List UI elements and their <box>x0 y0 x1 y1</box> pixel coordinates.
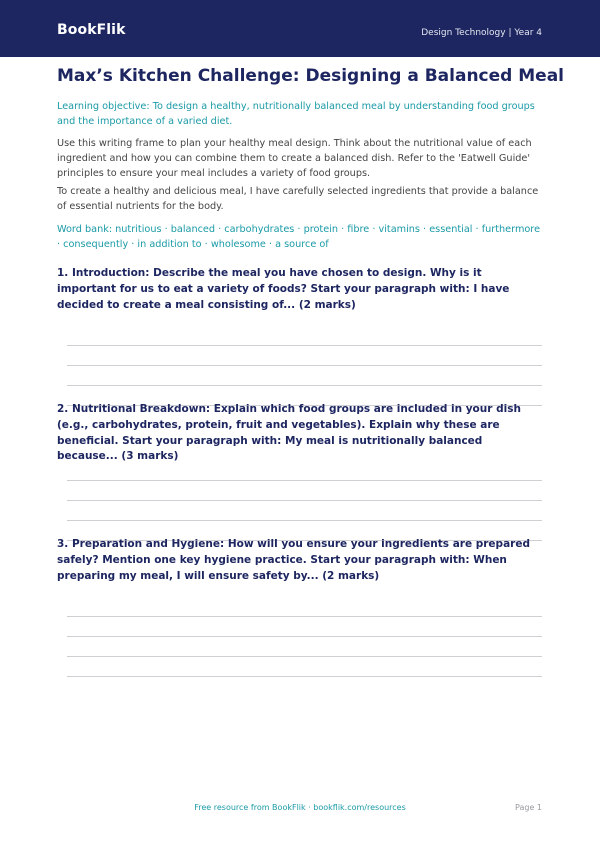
intro-paragraph: Use this writing frame to plan your healthy meal design. Think about the nutritional value of each ingredient and how you can combine them to create a balanced dish. Refer to the 'Eatwell Guide' principles to ensure your meal includes a variety of food groups. <box>57 138 532 179</box>
brand-logo[interactable]: BookFlik <box>57 22 126 38</box>
answer-line-q3-1[interactable] <box>67 616 542 617</box>
answer-line-q1-1[interactable] <box>67 345 542 346</box>
page-header <box>0 0 600 57</box>
answer-line-q3-4[interactable] <box>67 676 542 677</box>
subject-year-label: Design Technology | Year 4 <box>421 28 542 38</box>
answer-line-q3-3[interactable] <box>67 656 542 657</box>
answer-line-q1-2[interactable] <box>67 365 542 366</box>
answer-line-q2-1[interactable] <box>67 480 542 481</box>
page-number: Page 1 <box>515 803 542 812</box>
footer-source-link[interactable]: Free resource from BookFlik · bookflik.com/resources <box>194 803 406 812</box>
question-2: 2. Nutritional Breakdown: Explain which food groups are included in your dish (e.g., carbohydrates, protein, fruit and vegetables). Explain why these are beneficial. Start your paragraph with: My meal is nutritionally balanced because... (3 marks) <box>57 403 521 463</box>
sentence-starter: To create a healthy and delicious meal, I have carefully selected ingredients that provide a balance of essential nutrients for the body. <box>57 186 539 212</box>
learning-objective: Learning objective: To design a healthy, nutritionally balanced meal by understanding food groups and the importance of a varied diet. <box>57 101 535 127</box>
answer-line-q1-3[interactable] <box>67 385 542 386</box>
answer-line-q3-2[interactable] <box>67 636 542 637</box>
answer-line-q2-3[interactable] <box>67 520 542 521</box>
page-title: Max’s Kitchen Challenge: Designing a Balanced Meal <box>57 66 564 86</box>
word-bank: Word bank: nutritious · balanced · carbohydrates · protein · fibre · vitamins · essential · furthermore · consequently · in addition to · wholesome · a source of <box>57 224 541 250</box>
question-3: 3. Preparation and Hygiene: How will you ensure your ingredients are prepared safely? Mention one key hygiene practice. Start your paragraph with: When preparing my meal, I will ensure safety by... (2 marks) <box>57 538 530 582</box>
question-1: 1. Introduction: Describe the meal you have chosen to design. Why is it important for us to eat a variety of foods? Start your paragraph with: I have decided to create a meal consisting of... (2 marks) <box>57 267 510 311</box>
answer-line-q2-2[interactable] <box>67 500 542 501</box>
